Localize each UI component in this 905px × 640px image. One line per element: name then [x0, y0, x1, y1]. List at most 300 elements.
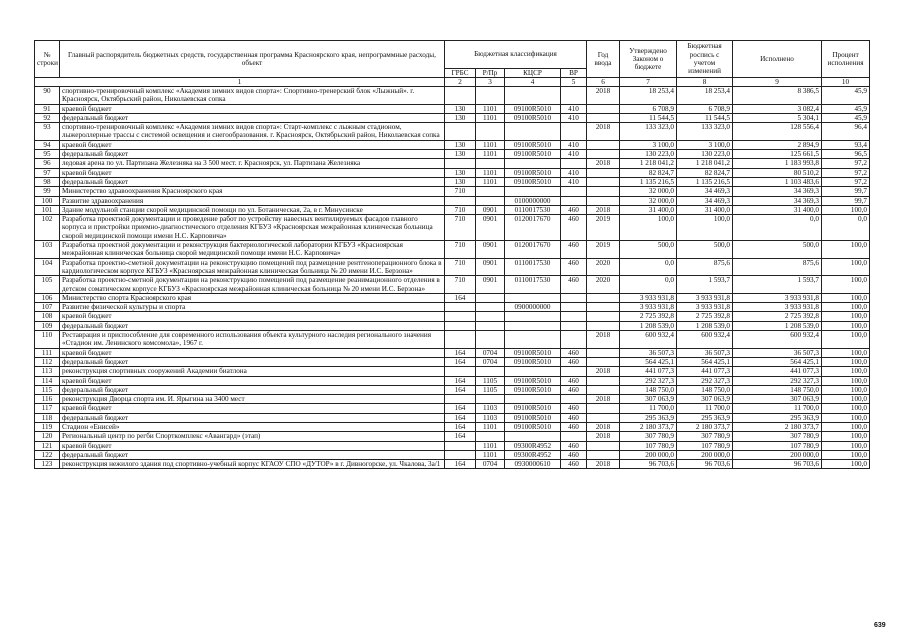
row-executed: 564 425,1 [733, 357, 822, 366]
header-index-cell: 10 [822, 78, 870, 87]
row-grbs [445, 321, 476, 330]
row-percent: 100,0 [822, 404, 870, 413]
row-name: краевой бюджет [60, 168, 445, 177]
row-vr: 460 [561, 385, 587, 394]
row-year [587, 312, 620, 321]
row-budget-list: 307 063,9 [677, 395, 733, 404]
header-index-cell: 1 [35, 78, 445, 87]
row-rzpr [476, 367, 505, 376]
row-approved: 295 363,9 [620, 413, 677, 422]
row-approved: 307 780,9 [620, 432, 677, 441]
row-name: краевой бюджет [60, 376, 445, 385]
table-row [35, 87, 870, 105]
row-rzpr: 1101 [476, 450, 505, 459]
row-executed: 292 327,3 [733, 376, 822, 385]
row-vr: 460 [561, 357, 587, 366]
row-budget-list: 2 725 392,8 [677, 312, 733, 321]
row-grbs: 710 [445, 276, 476, 294]
row-kcsr: 0900000000 [505, 303, 561, 312]
row-percent: 97,2 [822, 168, 870, 177]
row-approved: 0,0 [620, 258, 677, 276]
table-row [35, 312, 870, 321]
row-percent: 100,0 [822, 293, 870, 302]
row-name: федеральный бюджет [60, 177, 445, 186]
row-rzpr: 0704 [476, 348, 505, 357]
row-executed: 11 700,0 [733, 404, 822, 413]
row-executed: 2 894,9 [733, 140, 822, 149]
row-executed: 500,0 [733, 241, 822, 259]
row-rzpr [476, 196, 505, 205]
row-year: 2018 [587, 395, 620, 404]
row-rzpr: 0901 [476, 205, 505, 214]
row-kcsr: 0110017530 [505, 258, 561, 276]
row-budget-list: 295 363,9 [677, 413, 733, 422]
row-grbs: 164 [445, 385, 476, 394]
row-kcsr: 09100R5010 [505, 177, 561, 186]
row-budget-list: 82 824,7 [677, 168, 733, 177]
row-vr: 460 [561, 413, 587, 422]
table-row [35, 205, 870, 214]
row-number: 123 [35, 460, 60, 469]
row-budget-list: 148 750,0 [677, 385, 733, 394]
row-rzpr [476, 312, 505, 321]
row-kcsr: 0930000610 [505, 460, 561, 469]
row-name: Стадион «Енисей» [60, 422, 445, 431]
row-grbs: 164 [445, 432, 476, 441]
table-row [35, 293, 870, 302]
row-budget-list: 100,0 [677, 215, 733, 241]
row-approved: 31 400,0 [620, 205, 677, 214]
table-row [35, 395, 870, 404]
table-row [35, 303, 870, 312]
row-grbs: 710 [445, 258, 476, 276]
table-row [35, 404, 870, 413]
row-vr: 460 [561, 422, 587, 431]
row-budget-list: 18 253,4 [677, 87, 733, 105]
row-year [587, 303, 620, 312]
row-executed: 128 556,4 [733, 123, 822, 141]
row-rzpr: 1101 [476, 113, 505, 122]
row-kcsr: 09300R4952 [505, 441, 561, 450]
row-budget-list: 307 780,9 [677, 432, 733, 441]
row-vr [561, 187, 587, 196]
table-row [35, 450, 870, 459]
row-percent: 96,5 [822, 150, 870, 159]
row-year: 2018 [587, 422, 620, 431]
row-approved: 600 932,4 [620, 331, 677, 349]
row-name: федеральный бюджет [60, 113, 445, 122]
row-name: краевой бюджет [60, 441, 445, 450]
row-grbs [445, 395, 476, 404]
row-executed: 3 082,4 [733, 104, 822, 113]
row-percent: 100,0 [822, 376, 870, 385]
row-kcsr [505, 331, 561, 349]
row-grbs [445, 303, 476, 312]
row-year [587, 113, 620, 122]
row-executed: 1 103 483,6 [733, 177, 822, 186]
row-number: 104 [35, 258, 60, 276]
row-approved: 0,0 [620, 276, 677, 294]
row-executed: 3 933 931,8 [733, 303, 822, 312]
row-name: Реставрация и приспособление для современного использования объекта культурного наследия регионального значения «Стадион им. Ленинского комсомола», 1967 г. [60, 331, 445, 349]
row-kcsr: 09100R5010 [505, 385, 561, 394]
row-vr [561, 312, 587, 321]
row-rzpr [476, 331, 505, 349]
row-name: реконструкция нежилого здания под спортивно-учебный корпус КГАОУ СПО «ДУТОР» в г. Дивногорске, ул. Чкалова, 3а/1 [60, 460, 445, 469]
row-approved: 3 933 931,8 [620, 293, 677, 302]
row-grbs: 164 [445, 376, 476, 385]
row-approved: 36 507,3 [620, 348, 677, 357]
row-year [587, 187, 620, 196]
header-grbs: ГРБС [445, 69, 476, 78]
row-approved: 100,0 [620, 215, 677, 241]
row-number: 110 [35, 331, 60, 349]
row-approved: 1 208 539,0 [620, 321, 677, 330]
row-year [587, 196, 620, 205]
row-kcsr: 0120017670 [505, 215, 561, 241]
row-executed: 2 725 392,8 [733, 312, 822, 321]
row-kcsr: 09100R5010 [505, 422, 561, 431]
row-budget-list: 3 933 931,8 [677, 303, 733, 312]
header-index-cell: 5 [561, 78, 587, 87]
row-year: 2018 [587, 159, 620, 168]
row-year [587, 140, 620, 149]
row-kcsr: 09100R5010 [505, 113, 561, 122]
row-budget-list: 107 780,9 [677, 441, 733, 450]
header-percent: Процент исполнения [822, 41, 870, 78]
row-vr [561, 432, 587, 441]
row-grbs [445, 450, 476, 459]
row-budget-list: 564 425,1 [677, 357, 733, 366]
row-year: 2018 [587, 460, 620, 469]
row-name: реконструкция спортивных сооружений Академии биатлона [60, 367, 445, 376]
row-grbs: 710 [445, 205, 476, 214]
row-rzpr: 1101 [476, 168, 505, 177]
table-row [35, 168, 870, 177]
row-kcsr [505, 321, 561, 330]
row-percent: 100,0 [822, 348, 870, 357]
row-budget-list: 11 544,5 [677, 113, 733, 122]
row-budget-list: 200 000,0 [677, 450, 733, 459]
row-kcsr [505, 312, 561, 321]
row-number: 98 [35, 177, 60, 186]
row-grbs: 164 [445, 460, 476, 469]
table-row [35, 348, 870, 357]
row-grbs [445, 159, 476, 168]
row-approved: 11 544,5 [620, 113, 677, 122]
row-approved: 441 077,3 [620, 367, 677, 376]
row-rzpr: 0901 [476, 276, 505, 294]
row-grbs: 130 [445, 177, 476, 186]
header-index-cell: 3 [476, 78, 505, 87]
row-vr: 460 [561, 441, 587, 450]
table-row [35, 422, 870, 431]
table-row [35, 187, 870, 196]
row-vr: 460 [561, 404, 587, 413]
row-kcsr: 09100R5010 [505, 413, 561, 422]
row-name: Министерство здравоохранения Красноярского края [60, 187, 445, 196]
row-vr [561, 303, 587, 312]
row-number: 99 [35, 187, 60, 196]
row-number: 119 [35, 422, 60, 431]
row-percent: 97,2 [822, 177, 870, 186]
row-approved: 200 000,0 [620, 450, 677, 459]
header-year: Год ввода [587, 41, 620, 78]
row-kcsr [505, 87, 561, 105]
row-number: 108 [35, 312, 60, 321]
row-budget-list: 3 100,0 [677, 140, 733, 149]
row-percent: 100,0 [822, 321, 870, 330]
header-budget-list: Бюджетная роспись с учетом изменений [677, 41, 733, 78]
row-budget-list: 600 932,4 [677, 331, 733, 349]
row-vr: 460 [561, 450, 587, 459]
row-kcsr [505, 123, 561, 141]
row-vr: 460 [561, 348, 587, 357]
row-executed: 80 510,2 [733, 168, 822, 177]
row-vr [561, 196, 587, 205]
row-percent: 100,0 [822, 422, 870, 431]
row-approved: 3 933 931,8 [620, 303, 677, 312]
row-number: 121 [35, 441, 60, 450]
row-number: 106 [35, 293, 60, 302]
table-row [35, 159, 870, 168]
row-number: 109 [35, 321, 60, 330]
row-name: Здание модульной станции скорой медицинской помощи по ул. Ботаническая, 2а, в г. Минусинске [60, 205, 445, 214]
row-year [587, 404, 620, 413]
row-kcsr: 09100R5010 [505, 104, 561, 113]
row-rzpr: 0704 [476, 357, 505, 366]
row-name: краевой бюджет [60, 104, 445, 113]
row-name: Разработка проектной документации и реконструкция бактериологической лаборатории КГБУЗ «Красноярская межрайонная клиническая больница скорой медицинской помощи имени Н.С. Карповича» [60, 241, 445, 259]
row-rzpr: 0901 [476, 241, 505, 259]
row-percent: 100,0 [822, 357, 870, 366]
row-kcsr [505, 432, 561, 441]
row-name: краевой бюджет [60, 404, 445, 413]
table-row [35, 104, 870, 113]
row-executed: 600 932,4 [733, 331, 822, 349]
row-number: 91 [35, 104, 60, 113]
row-name: ледовая арена по ул. Партизана Железняка на 3 500 мест. г. Красноярск, ул. Партизана Железняка [60, 159, 445, 168]
row-year [587, 177, 620, 186]
row-name: краевой бюджет [60, 312, 445, 321]
row-vr [561, 367, 587, 376]
row-approved: 1 135 216,5 [620, 177, 677, 186]
row-grbs: 130 [445, 168, 476, 177]
row-vr: 460 [561, 376, 587, 385]
row-year: 2018 [587, 205, 620, 214]
table-row [35, 113, 870, 122]
row-year: 2020 [587, 276, 620, 294]
row-name: федеральный бюджет [60, 385, 445, 394]
row-executed: 200 000,0 [733, 450, 822, 459]
row-rzpr: 1101 [476, 177, 505, 186]
row-kcsr: 0100000000 [505, 196, 561, 205]
row-percent: 100,0 [822, 241, 870, 259]
row-year [587, 293, 620, 302]
row-vr: 410 [561, 113, 587, 122]
row-executed: 125 661,5 [733, 150, 822, 159]
row-approved: 82 824,7 [620, 168, 677, 177]
row-executed: 1 183 993,8 [733, 159, 822, 168]
row-vr [561, 87, 587, 105]
row-budget-list: 96 703,6 [677, 460, 733, 469]
row-name: Разработка проектной документации и проведение работ по устройству навесных вентилируемых фасадов главного корпуса и пристройки приемно-диагностического отделения КГБУЗ «Красноярская межрайонная клиническая больница скорой медицинской помощи имени Н.С. Карповича» [60, 215, 445, 241]
row-number: 95 [35, 150, 60, 159]
table-row [35, 413, 870, 422]
row-rzpr [476, 432, 505, 441]
header-index-cell: 8 [677, 78, 733, 87]
row-approved: 3 100,0 [620, 140, 677, 149]
row-kcsr: 0110017530 [505, 205, 561, 214]
row-grbs [445, 441, 476, 450]
table-row [35, 150, 870, 159]
row-budget-list: 130 223,0 [677, 150, 733, 159]
row-name: федеральный бюджет [60, 413, 445, 422]
row-approved: 6 708,9 [620, 104, 677, 113]
row-grbs: 164 [445, 413, 476, 422]
row-rzpr: 0704 [476, 460, 505, 469]
row-name: Разработка проектно-сметной документации на реконструкцию помещений под размещение рентгеноперационного блока в кардиологическом корпусе КГБУЗ «Красноярская межрайонная клиническая больница № 20 имени И.С. Берзона» [60, 258, 445, 276]
row-year [587, 376, 620, 385]
row-rzpr: 1105 [476, 385, 505, 394]
row-name: спортивно-тренировочный комплекс «Академия зимних видов спорта»: Спортивно-тренерский блок «Лыжный». г. Красноярск, Октябрьский район, Николаевская сопка [60, 87, 445, 105]
header-executed: Исполнено [733, 41, 822, 78]
row-number: 111 [35, 348, 60, 357]
row-name: реконструкция Дворца спорта им. И. Ярыгина на 3400 мест [60, 395, 445, 404]
row-kcsr [505, 367, 561, 376]
row-rzpr: 1101 [476, 422, 505, 431]
row-percent: 45,9 [822, 113, 870, 122]
row-kcsr [505, 395, 561, 404]
header-index-cell: 4 [505, 78, 561, 87]
row-vr [561, 293, 587, 302]
row-executed: 875,6 [733, 258, 822, 276]
row-percent: 45,9 [822, 104, 870, 113]
budget-table [34, 40, 870, 469]
row-executed: 307 780,9 [733, 432, 822, 441]
row-vr [561, 159, 587, 168]
row-rzpr [476, 87, 505, 105]
row-grbs [445, 331, 476, 349]
row-approved: 96 703,6 [620, 460, 677, 469]
header-row-num: № строки [35, 41, 60, 78]
row-approved: 32 000,0 [620, 196, 677, 205]
row-number: 96 [35, 159, 60, 168]
row-executed: 0,0 [733, 215, 822, 241]
row-rzpr [476, 395, 505, 404]
row-executed: 5 304,1 [733, 113, 822, 122]
row-number: 105 [35, 276, 60, 294]
row-number: 116 [35, 395, 60, 404]
row-number: 122 [35, 450, 60, 459]
row-grbs [445, 312, 476, 321]
row-number: 94 [35, 140, 60, 149]
row-number: 117 [35, 404, 60, 413]
row-approved: 500,0 [620, 241, 677, 259]
row-percent: 100,0 [822, 413, 870, 422]
row-number: 103 [35, 241, 60, 259]
row-name: Развитие здравоохранения [60, 196, 445, 205]
row-rzpr: 1101 [476, 150, 505, 159]
row-budget-list: 36 507,3 [677, 348, 733, 357]
row-year: 2018 [587, 331, 620, 349]
table-row [35, 140, 870, 149]
row-grbs: 164 [445, 357, 476, 366]
row-budget-list: 133 323,0 [677, 123, 733, 141]
row-kcsr: 09100R5010 [505, 404, 561, 413]
row-vr: 410 [561, 177, 587, 186]
row-rzpr: 1105 [476, 376, 505, 385]
row-budget-list: 441 077,3 [677, 367, 733, 376]
row-name: федеральный бюджет [60, 321, 445, 330]
row-vr: 410 [561, 140, 587, 149]
row-year [587, 150, 620, 159]
table-row [35, 123, 870, 141]
row-approved: 2 725 392,8 [620, 312, 677, 321]
row-kcsr: 09300R4952 [505, 450, 561, 459]
header-index-cell: 6 [587, 78, 620, 87]
table-row [35, 376, 870, 385]
row-vr: 460 [561, 258, 587, 276]
row-percent: 100,0 [822, 258, 870, 276]
row-vr: 410 [561, 104, 587, 113]
header-index-cell: 7 [620, 78, 677, 87]
row-grbs [445, 123, 476, 141]
row-budget-list: 292 327,3 [677, 376, 733, 385]
row-executed: 148 750,0 [733, 385, 822, 394]
row-grbs: 130 [445, 113, 476, 122]
row-grbs: 130 [445, 150, 476, 159]
row-kcsr: 09100R5010 [505, 376, 561, 385]
row-kcsr: 09100R5010 [505, 140, 561, 149]
row-year [587, 385, 620, 394]
row-name: спортивно-тренировочный комплекс «Академия зимних видов спорта»: Старт-комплекс с лыжным стадионом, лыжероллерные трассы с системой освещения и снегообразования. г. Красноярск, Октябрьский район, Николаевская сопка [60, 123, 445, 141]
table-row [35, 441, 870, 450]
row-percent: 97,2 [822, 159, 870, 168]
row-budget-list: 11 700,0 [677, 404, 733, 413]
table-row [35, 241, 870, 259]
row-percent: 0,0 [822, 215, 870, 241]
row-percent: 100,0 [822, 395, 870, 404]
table-row [35, 367, 870, 376]
row-grbs: 164 [445, 404, 476, 413]
row-kcsr: 09100R5010 [505, 168, 561, 177]
header-index-cell: 2 [445, 78, 476, 87]
row-percent: 99,7 [822, 187, 870, 196]
row-approved: 564 425,1 [620, 357, 677, 366]
row-percent: 93,4 [822, 140, 870, 149]
row-year: 2018 [587, 123, 620, 141]
row-year [587, 450, 620, 459]
row-budget-list: 34 469,3 [677, 196, 733, 205]
row-rzpr [476, 123, 505, 141]
row-vr: 460 [561, 215, 587, 241]
row-year [587, 348, 620, 357]
row-number: 107 [35, 303, 60, 312]
row-executed: 307 063,9 [733, 395, 822, 404]
row-name: федеральный бюджет [60, 450, 445, 459]
row-executed: 3 933 931,8 [733, 293, 822, 302]
row-rzpr: 0901 [476, 258, 505, 276]
row-rzpr: 1103 [476, 413, 505, 422]
row-year: 2019 [587, 215, 620, 241]
row-approved: 133 323,0 [620, 123, 677, 141]
row-percent: 100,0 [822, 432, 870, 441]
row-year [587, 441, 620, 450]
row-rzpr: 1101 [476, 140, 505, 149]
table-row [35, 460, 870, 469]
header-rzpr: Р/Пр [476, 69, 505, 78]
